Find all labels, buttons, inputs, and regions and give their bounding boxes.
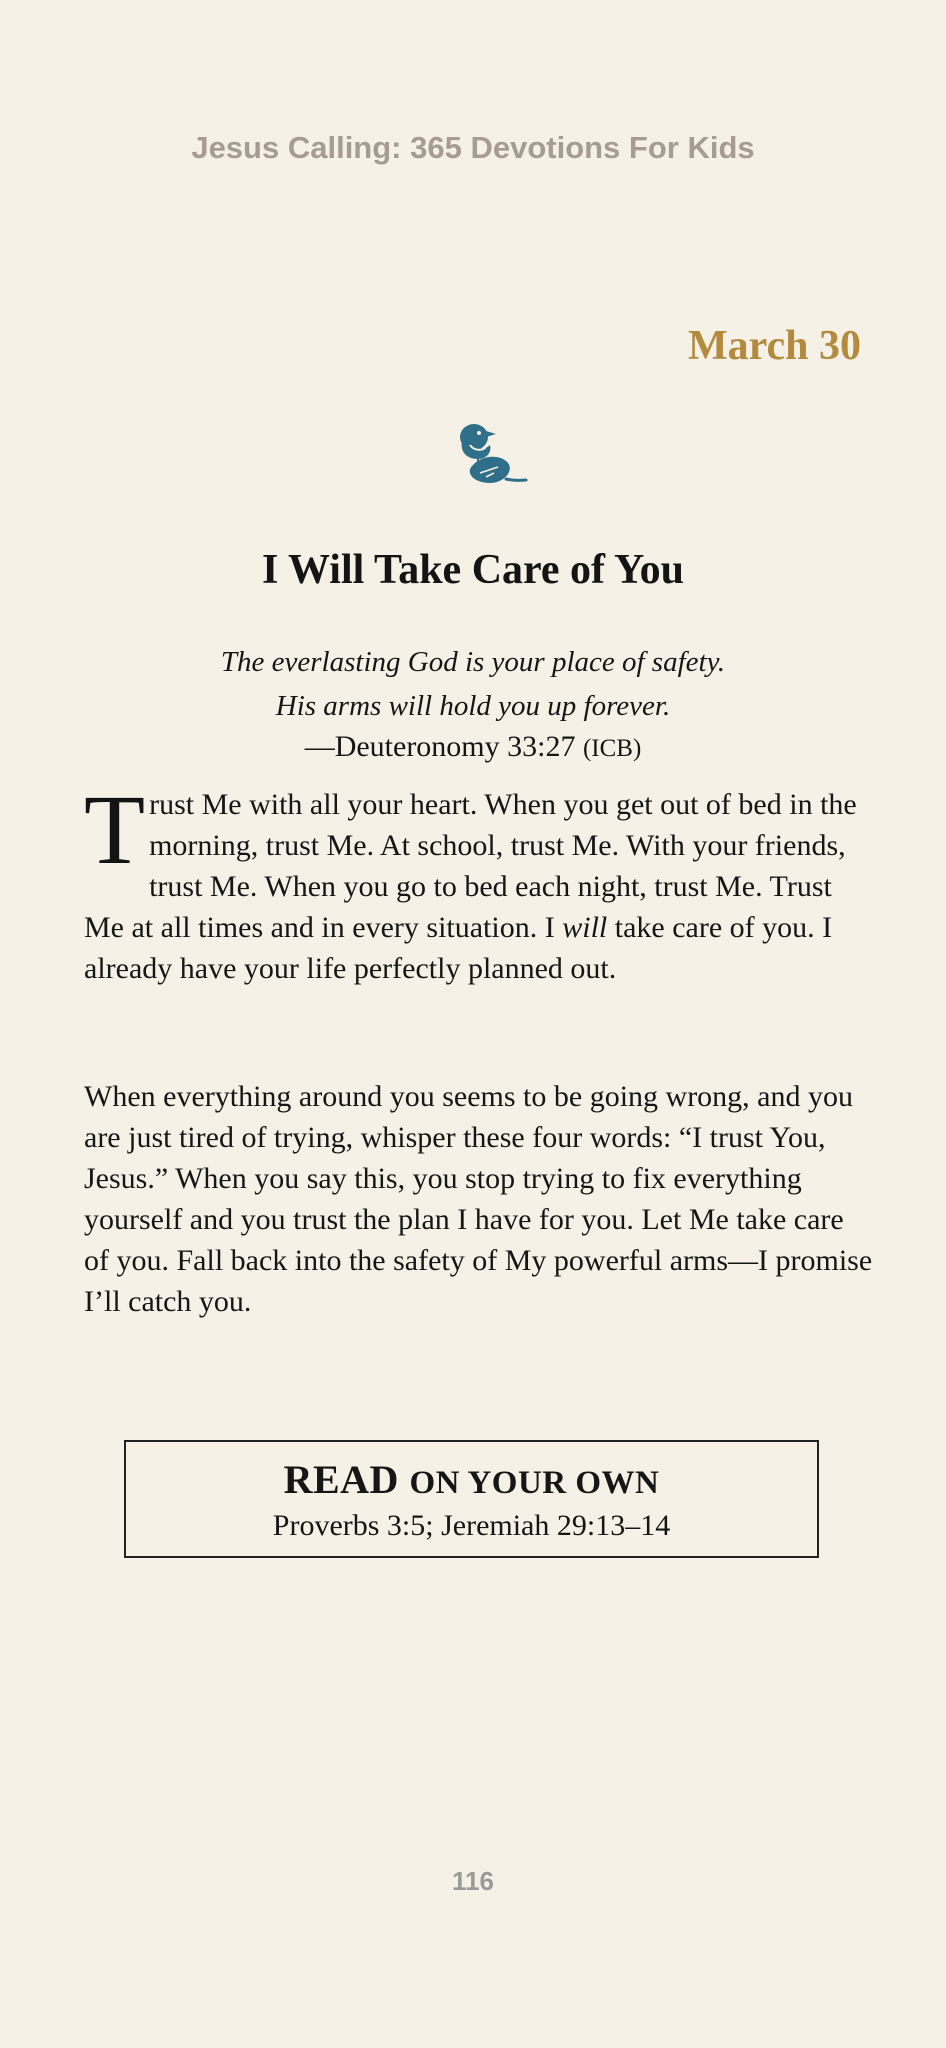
- devotion-date: March 30: [687, 323, 861, 369]
- devotion-paragraph-2: When everything around you seems to be going wrong, and you are just tired of trying, whisper these four words: “I trust You, Jesus.” When you say this, you stop trying to fix everything yourself and you trust the plan I have for you. Let Me take care of you. Fall back into the safety of My powerful arms—I promise I’ll catch you.: [84, 1080, 873, 1318]
- read-on-your-own-box: [124, 1440, 819, 1558]
- scripture-verse: [0, 640, 946, 728]
- paragraph-1-emphasis: will: [562, 911, 608, 944]
- bird-on-leaf-icon: [448, 415, 534, 491]
- devotion-paragraph-1: [84, 774, 874, 989]
- page-number: 116: [452, 1866, 494, 1896]
- verse-line-1: The everlasting God is your place of safety.: [220, 646, 726, 678]
- verse-reference-text: —Deuteronomy 33:27: [304, 730, 576, 763]
- verse-reference: [0, 730, 946, 764]
- read-box-heading: [126, 1456, 817, 1503]
- verse-translation: (ICB): [582, 735, 642, 762]
- read-heading-rest: ON YOUR OWN: [409, 1465, 660, 1501]
- verse-line-2: His arms will hold you up forever.: [275, 690, 671, 722]
- read-box-references: Proverbs 3:5; Jeremiah 29:13–14: [272, 1509, 671, 1542]
- read-heading-word: READ: [283, 1457, 399, 1502]
- paragraph-1-text-b: take care of you. I already have your life perfectly planned out.: [84, 911, 833, 985]
- devotion-title: I Will Take Care of You: [261, 547, 685, 593]
- paragraph-1-text-a: rust Me with all your heart. When you get out of bed in the morning, trust Me. At school, trust Me. With your friends, trust Me. When you go to bed each night, trust Me. Trust Me at all times and in every situation. I: [84, 788, 857, 944]
- book-title: Jesus Calling: 365 Devotions For Kids: [191, 130, 755, 165]
- drop-cap: T: [84, 774, 146, 885]
